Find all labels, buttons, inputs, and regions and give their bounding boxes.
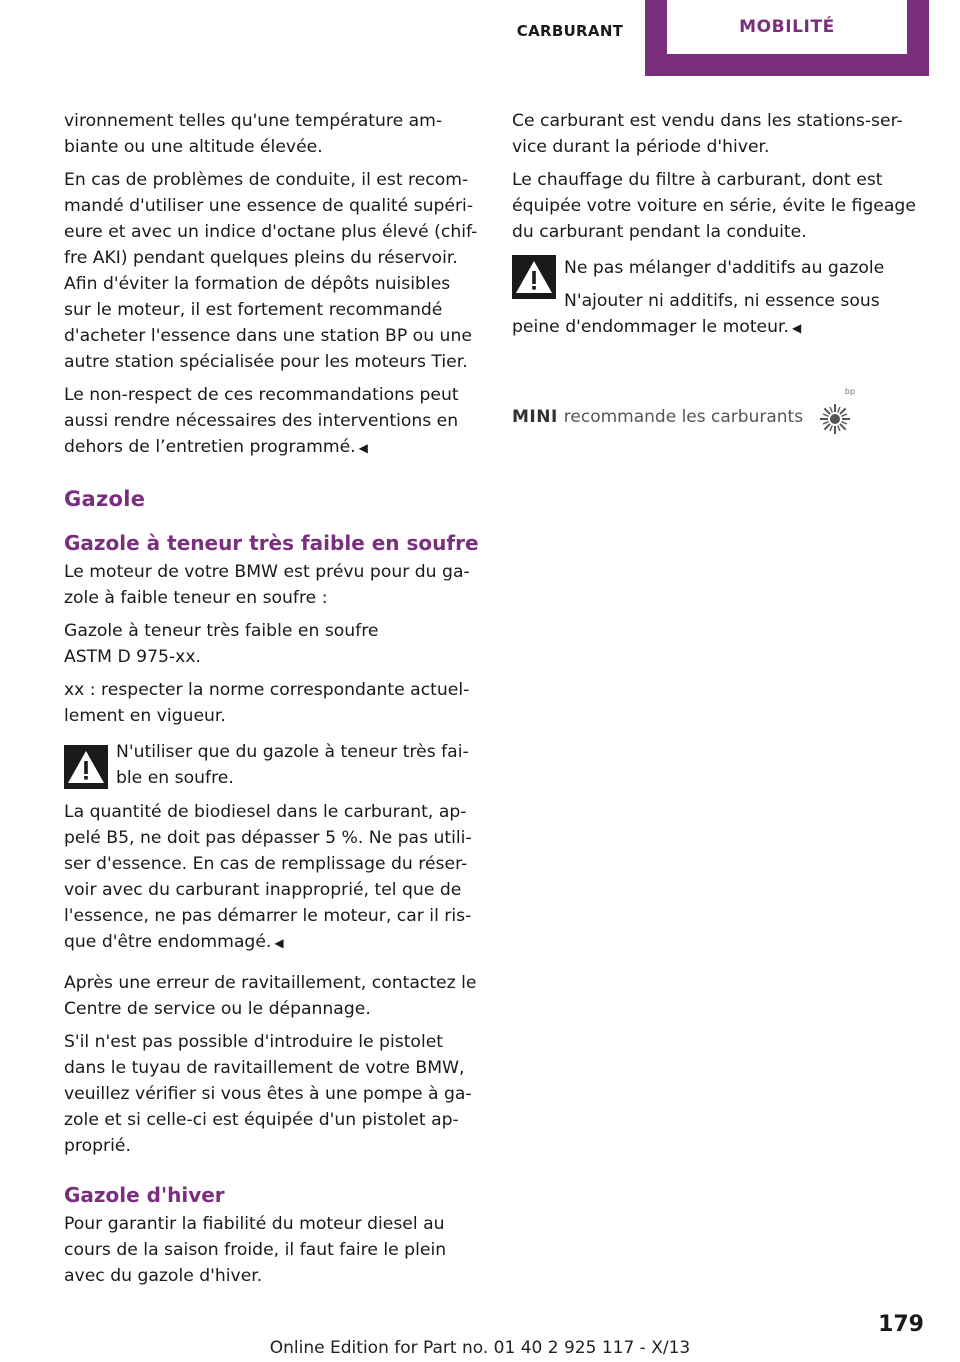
warning-body-text: N'ajouter ni additifs, ni essence sous peine d'endommager le moteur. [512,291,880,337]
paragraph-line: ASTM D 975-xx. [64,647,201,667]
right-column [512,108,922,427]
warning-paragraph [512,288,922,341]
warning-note [512,255,922,341]
paragraph: Après une erreur de ravitaillement, contactez le Centre de service ou le dépannage. [64,973,477,1019]
bp-helios-icon [817,401,853,437]
warning-text [116,739,482,795]
header-section-tab [645,0,929,76]
recommendation-text: recommande les carburants [563,407,804,427]
end-mark-icon: ◀ [274,936,284,950]
warning-note [64,739,482,795]
paragraph [64,618,482,670]
mini-logo-text: MINI [512,407,558,427]
paragraph: Le chauffage du filtre à carburant, dont est équipée votre voiture en série, évite le figeage du carburant pendant la conduite. [512,170,916,242]
warning-paragraph: N'utiliser que du gazole à teneur très fai-ble en soufre. [116,742,469,788]
header-section-label: CARBURANT [516,22,624,40]
bp-logo [817,387,856,427]
fuel-recommendation-logo [512,387,922,427]
paragraph: S'il n'est pas possible d'introduire le pistolet dans le tuyau de ravitaillement de votre BMW, veuillez vérifier si vous êtes à une pompe à ga-zole et si celle-ci est équipée d'un pistolet ap-proprié. [64,1032,472,1156]
header-section-tab-label: MOBILITÉ [739,17,835,37]
paragraph [64,799,482,956]
end-mark-icon: ◀ [791,321,802,335]
subheading-winter-diesel: Gazole d'hiver [64,1183,225,1207]
warning-triangle-icon [64,745,108,789]
paragraph: Le moteur de votre BMW est prévu pour du ga-zole à faible teneur en soufre : [64,562,470,608]
header-section-tab-inner [667,0,907,54]
paragraph [64,382,482,461]
left-column [64,108,482,1296]
warning-triangle-icon [512,255,556,299]
paragraph: Ce carburant est vendu dans les stations-ser-vice durant la période d'hiver. [512,111,903,157]
section-heading-gazole: Gazole [64,487,146,511]
paragraph-text: La quantité de biodiesel dans le carburant, ap-pelé B5, ne doit pas dépasser 5 %. Ne pas utili-ser d'essence. En cas de remplissage du réser-voir avec du carburant inapproprié, tel que de l'essence, ne pas démarrer le moteur, car il ris-que d'être endommagé. [64,802,472,952]
warning-title: Ne pas mélanger d'additifs au gazole [564,258,885,278]
bp-logo-text: bp [844,387,856,396]
paragraph: xx : respecter la norme correspondante actuel-lement en vigueur. [64,680,470,726]
paragraph-text: Le non-respect de ces recommandations peut aussi rendre nécessaires des interventions en dehors de l’entretien programmé. [64,385,459,457]
paragraph: En cas de problèmes de conduite, il est recom-mandé d'utiliser une essence de qualité supéri-eure et avec un indice d'octane plus élevé (chif-fre AKI) pendant quelques pleins du réservoir. Afin d'éviter la formation de dépôts nuisibles sur le moteur, il est fortement recommandé d'acheter l'essence dans une station BP ou une autre station spécialisée pour les moteurs Tier. [64,170,478,372]
footer-edition: Online Edition for Part no. 01 40 2 925 117 - X/13 [269,1338,691,1358]
paragraph-line: Gazole à teneur très faible en soufre [64,621,379,641]
paragraph: Pour garantir la fiabilité du moteur diesel au cours de la saison froide, il faut faire le plein avec du gazole d'hiver. [64,1214,447,1286]
end-mark-icon: ◀ [358,441,368,455]
subheading-ultra-low-sulfur: Gazole à teneur très faible en soufre [64,531,479,555]
paragraph: vironnement telles qu'une température am-biante ou une altitude élevée. [64,111,443,157]
page-number: 179 [878,1312,924,1337]
